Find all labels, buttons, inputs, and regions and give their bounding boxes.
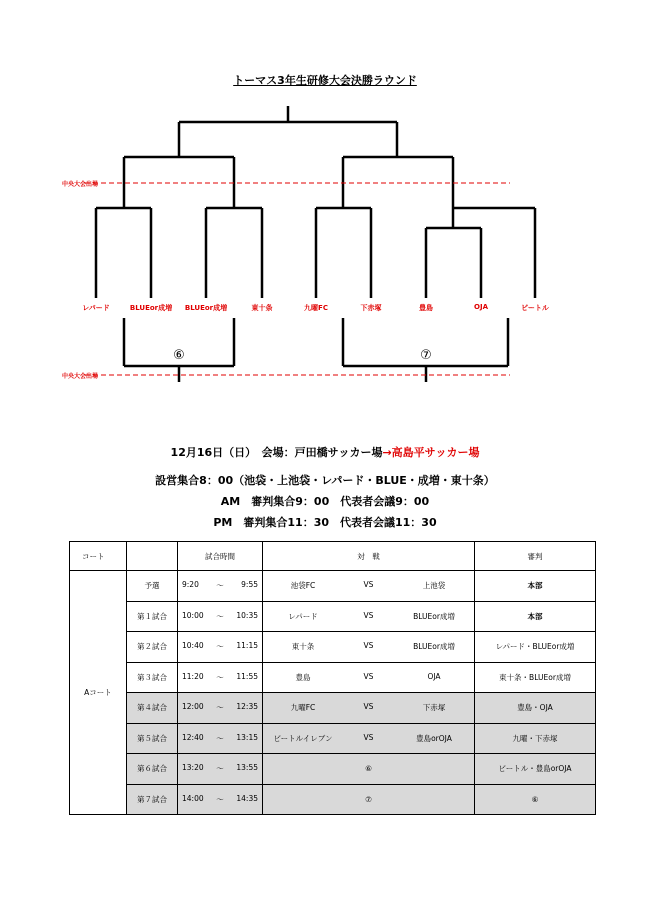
table-row (70, 571, 596, 602)
time-cell: 9:20 ～ 9:55 (178, 571, 263, 602)
time-cell: 14:00 ～ 14:35 (178, 784, 263, 815)
match-cell: ビートルイレブン VS 豊島orOJA (263, 723, 475, 754)
match-cell: 豊島 VS OJA (263, 662, 475, 693)
qualifier-label-bottom: 中央大会出場 (62, 373, 99, 380)
table-row (70, 601, 596, 632)
match-cell: ⑦ (263, 784, 475, 815)
time-cell: 12:40 ～ 13:15 (178, 723, 263, 754)
match-six-marker: ⑥ (173, 348, 185, 363)
match-seven-marker: ⑦ (420, 348, 432, 363)
referee-cell: 本部 (475, 601, 596, 632)
match-cell: ⑥ (263, 754, 475, 785)
game-cell: 第６試合 (127, 754, 178, 785)
time-cell: 10:00 ～ 10:35 (178, 601, 263, 632)
referee-cell: 九曜・下赤塚 (475, 723, 596, 754)
game-cell: 第７試合 (127, 784, 178, 815)
team-label: 豊島 (419, 304, 433, 312)
header-time: 試合時間 (178, 542, 263, 571)
date-venue-text: 12月16日（日） 会場：戸田橋サッカー場 (170, 446, 383, 459)
time-cell: 10:40 ～ 11:15 (178, 632, 263, 663)
team-label: レパード (82, 304, 110, 312)
referee-cell: レパード・BLUEor成増 (475, 632, 596, 663)
referee-cell: ⑥ (475, 784, 596, 815)
game-cell: 第１試合 (127, 601, 178, 632)
page-title: トーマス3年生研修大会決勝ラウンド (233, 74, 417, 87)
table-row (70, 723, 596, 754)
game-cell: 第４試合 (127, 693, 178, 724)
team-label: 下赤塚 (360, 304, 382, 312)
table-row (70, 693, 596, 724)
match-cell: 九曜FC VS 下赤塚 (263, 693, 475, 724)
team-label: OJA (474, 303, 488, 311)
header-court: コート (70, 542, 127, 571)
match-cell: 東十条 VS BLUEor成増 (263, 632, 475, 663)
game-cell: 予選 (127, 571, 178, 602)
team-label: BLUEor成増 (184, 304, 228, 312)
table-row (70, 754, 596, 785)
time-cell: 12:00 ～ 12:35 (178, 693, 263, 724)
match-cell: レパード VS BLUEor成増 (263, 601, 475, 632)
time-cell: 11:20 ～ 11:55 (178, 662, 263, 693)
game-cell: 第２試合 (127, 632, 178, 663)
game-cell: 第３試合 (127, 662, 178, 693)
game-cell: 第５試合 (127, 723, 178, 754)
team-label: BLUEor成増 (129, 304, 173, 312)
referee-cell: 豊島・OJA (475, 693, 596, 724)
qualifier-label-top: 中央大会出場 (62, 181, 99, 188)
table-row (70, 662, 596, 693)
setup-line: 設営集合8：00（池袋・上池袋・レパード・BLUE・成増・東十条） (155, 474, 495, 487)
team-label: 東十条 (251, 304, 273, 312)
pm-line: PM 審判集合11：30 代表者会議11：30 (213, 516, 437, 529)
tournament-bracket (0, 0, 650, 400)
table-row (70, 632, 596, 663)
header-referee: 審判 (475, 542, 596, 571)
team-label: ビートル (521, 304, 549, 312)
table-row (70, 784, 596, 815)
header-game (127, 542, 178, 571)
referee-cell: 東十条・BLUEor成増 (475, 662, 596, 693)
time-cell: 13:20 ～ 13:55 (178, 754, 263, 785)
team-label: 九曜FC (304, 304, 328, 312)
date-venue-line (0, 444, 650, 460)
referee-cell: ビートル・豊島orOJA (475, 754, 596, 785)
table-header-row (70, 542, 596, 571)
venue-change-text: →高島平サッカー場 (382, 446, 480, 459)
referee-cell: 本部 (475, 571, 596, 602)
schedule-table (69, 541, 596, 815)
am-line: AM 審判集合9：00 代表者会議9：00 (220, 495, 430, 508)
court-cell: Aコート (70, 571, 127, 815)
header-match: 対 戦 (263, 542, 475, 571)
match-cell: 池袋FC VS 上池袋 (263, 571, 475, 602)
